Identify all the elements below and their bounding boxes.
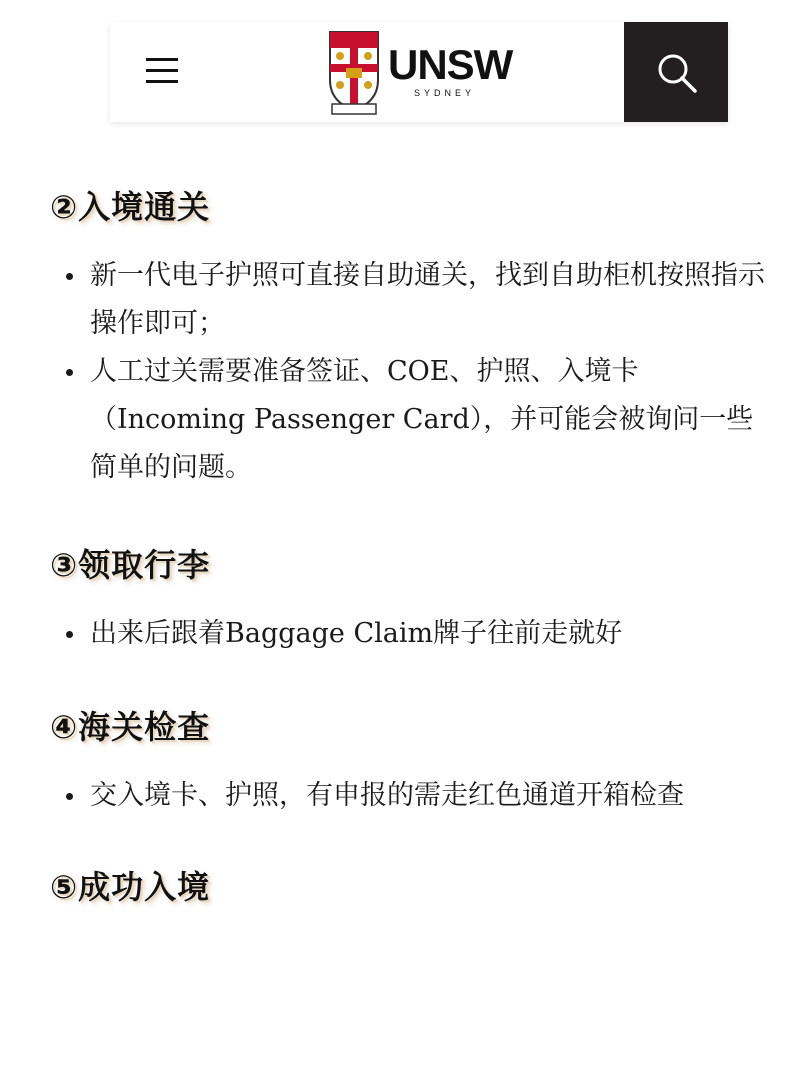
bullet-dot <box>66 273 73 280</box>
list-item-text: 出来后跟着Baggage Claim牌子往前走就好 <box>90 618 623 649</box>
list-item <box>66 610 778 658</box>
list-item-text: 交入境卡、护照，有申报的需走红色通道开箱检查 <box>90 780 684 811</box>
section-heading-customs: ④海关检查 <box>50 708 211 746</box>
list-item-text: 新一代电子护照可直接自助通关，找到自助柜机按照指示操作即可； <box>90 260 765 339</box>
section-heading-immigration: ②入境通关 <box>50 188 211 226</box>
logo-text: UNSW <box>388 41 513 88</box>
list-item-text: 人工过关需要准备签证、COE、护照、入境卡（Incoming Passenger Card），并可能会被询问一些简单的问题。 <box>90 356 754 483</box>
section-heading-baggage: ③领取行李 <box>50 546 211 584</box>
bullet-dot <box>66 369 73 376</box>
logo-subtext: SYDNEY <box>414 88 476 98</box>
bullet-dot <box>66 631 73 638</box>
list-item <box>66 252 778 348</box>
list-item <box>66 348 778 492</box>
bullet-dot <box>66 793 73 800</box>
list-item <box>66 772 778 820</box>
section-heading-entry-complete: ⑤成功入境 <box>50 868 211 906</box>
